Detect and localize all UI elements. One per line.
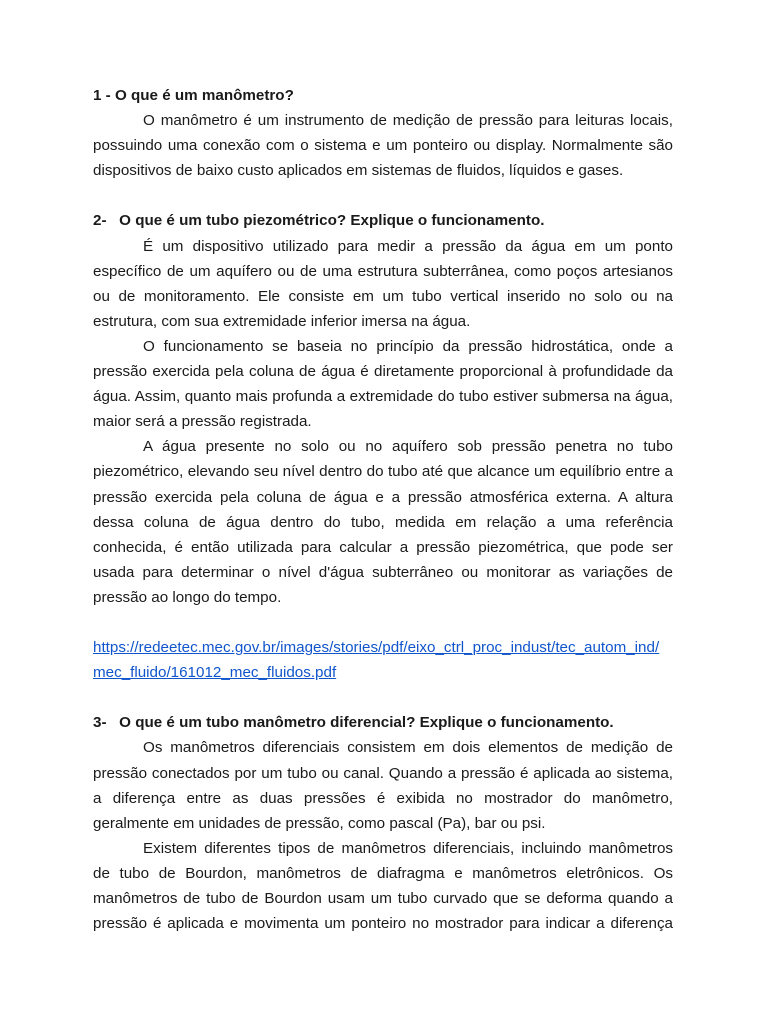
section-3-paragraph-1: Os manômetros diferenciais consistem em dois elementos de medição de pressão conectados por um tubo ou canal. Quando a pressão é aplicada ao sistema, a diferença entre as duas pressões é exibida no mostrador do manômetro, geralmente em unidades de pressão, como pascal (Pa), bar ou psi. <box>93 739 673 832</box>
section-1-heading: 1 - O que é um manômetro? <box>93 87 294 104</box>
reference-link-line-1[interactable]: https://redeetec.mec.gov.br/images/stories/pdf/eixo_ctrl_proc_indust/tec_autom_ind/ <box>93 639 660 657</box>
section-3-heading: 3- O que é um tubo manômetro diferencial? Explique o funcionamento. <box>93 714 614 732</box>
spacer <box>93 183 673 208</box>
reference-link[interactable] <box>93 635 673 685</box>
section-2-paragraph-2: O funcionamento se baseia no princípio da pressão hidrostática, onde a pressão exercida pela coluna de água é diretamente proporcional à profundidade da água. Assim, quanto mais profunda a extremidade do tubo estiver submersa na água, maior será a pressão registrada. <box>93 337 673 431</box>
spacer <box>93 685 673 710</box>
document-page <box>93 83 673 936</box>
reference-link-line-2[interactable]: mec_fluido/161012_mec_fluidos.pdf <box>93 664 337 682</box>
section-2-paragraph-1: É um dispositivo utilizado para medir a pressão da água em um ponto específico de um aquífero ou de uma estrutura subterrânea, como poços artesianos ou de monitoramento. Ele consiste em um tubo vertical inserido no solo ou na estrutura, com sua extremidade inferior imersa na água. <box>93 237 673 330</box>
spacer <box>93 610 673 635</box>
section-2-heading: 2- O que é um tubo piezométrico? Explique o funcionamento. <box>93 212 545 230</box>
section-3-paragraph-2: Existem diferentes tipos de manômetros diferenciais, incluindo manômetros de tubo de Bourdon, manômetros de diafragma e manômetros eletrônicos. Os manômetros de tubo de Bourdon usam um tubo curvado que se deforma quando a pressão é aplicada e movimenta um ponteiro no mostrador para indicar a diferença <box>93 839 673 933</box>
section-2-paragraph-3: A água presente no solo ou no aquífero sob pressão penetra no tubo piezométrico, elevando seu nível dentro do tubo até que alcance um equilíbrio entre a pressão exercida pela coluna de água e a pressão atmosférica externa. A altura dessa coluna de água dentro do tubo, medida em relação a uma referência conhecida, é então utilizada para calcular a pressão piezométrica, que pode ser usada para determinar o nível d'água subterrâneo ou monitorar as variações de pressão ao longo do tempo. <box>93 438 673 606</box>
section-1-paragraph-1: O manômetro é um instrumento de medição de pressão para leituras locais, possuindo uma conexão com o sistema e um ponteiro ou display. Normalmente são dispositivos de baixo custo aplicados em sistemas de fluidos, líquidos e gases. <box>93 112 673 180</box>
